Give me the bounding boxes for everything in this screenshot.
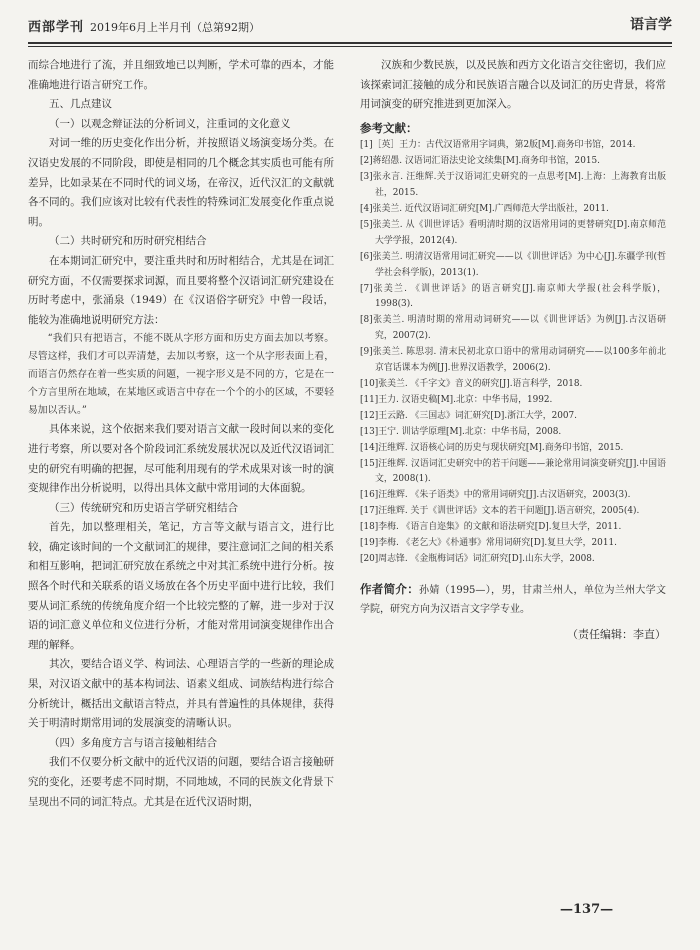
references-title: 参考文献： [360,120,418,135]
paragraph: 具体来说，这个依据来我们要对语言文献一段时间以来的变化进行考察，所以要对各个阶段词汇系统发展状况以及近代汉语词汇史的研究有明确的把握，尽可能利用现有的学术成果对该一时的演变规律作出分析说明，以得出具体文献中常用词的大体面貌。 [28,423,334,495]
reference-item: [20]周志锋. 《金瓶梅词话》词汇研究[D].山东大学，2008. [360,553,595,564]
reference-item: [13]王宁. 训诂学原理[M].北京：中华书局，2008. [360,426,562,437]
author-label: 作者简介： [360,581,420,596]
author-text: 孙婧（1995—），男，甘肃兰州人，单位为兰州大学文学院，研究方向为汉语言文字学专业。 [360,584,666,615]
issue-info: 2019年6月上半月刊（总第92期） [90,21,261,34]
subsection-heading: （三）传统研究和历史语言学研究相结合 [49,501,238,514]
reference-item: [7]张美兰. 《训世评话》的语言研究[J].南京师大学报(社会科学版)，1998(3). [360,283,666,310]
subsection-heading: （一）以观念辩证法的分析词义，注重词的文化意义 [49,117,291,130]
reference-item: [18]李梅. 《语言自迩集》的文献和语法研究[D].复旦大学，2011. [360,522,622,533]
reference-item: [6]张美兰. 明清汉语常用词汇研究——以《训世评话》为中心[J].东疆学刊(哲学社会科学版)，2013(1). [360,251,666,278]
right-column [360,56,666,644]
header-rule [28,42,672,44]
subsection-heading: （四）多角度方言与语言接触相结合 [49,736,217,749]
reference-item: [12]王云路. 《三国志》词汇研究[D].浙江大学，2007. [360,410,578,421]
section-name: 语言学 [630,17,672,33]
reference-item: [9]张美兰. 陈思羽. 清末民初北京口语中的常用动词研究——以100多年前北京官话课本为例[J].世界汉语教学，2006(2). [360,347,666,374]
reference-item: [8]张美兰. 明清时期的常用动词研究——以《训世评话》为例[J].古汉语研究，2007(2). [360,315,666,342]
paragraph: 汉族和少数民族，以及民族和西方文化语言交往密切，我们应该探索词汇接触的成分和民族语言融合以及词汇的历史背景，将常用词演变的研究推进到更加深入。 [360,59,666,111]
reference-item: [16]汪维辉. 《朱子语类》中的常用词研究[J].古汉语研究，2003(3). [360,490,631,501]
reference-item: [3]张永言. 汪维辉.关于汉语词汇史研究的一点思考[M].上海：上海教育出版社，2015. [360,172,666,199]
reference-item: [15]汪维辉. 汉语词汇史研究中的若干问题——兼论常用词演变研究[J].中国语文，2008(1). [360,458,666,485]
block-quote: “我们只有把语言，不能不既从字形方面和历史方面去加以考察。尽管这样，我们才可以弄清楚，去加以考察，这一个从字形表面上看，而语言仍然存在着一些实质的问题，一视字形义是不同的方，它是在一个方言里所在地域，在某地区或语言中存在一个个的小的区域，不要轻易加以否认。” [28,333,334,417]
responsible-editor: （责任编辑：李直） [567,627,666,641]
reference-item: [11]王力. 汉语史稿[M].北京：中华书局，1992. [360,394,553,405]
page-header [28,14,672,38]
paragraph: 而综合地进行了流，并且细致地已以判断，学术可靠的西本，才能准确地进行语言研究工作。 [28,59,334,91]
header-rule-thin [28,46,672,47]
paragraph: 对词一维的历史变化作出分析，并按照语义场演变场分类。在汉语史发展的不同阶段，即使是相同的几个概念其实质也可能有所差异，比如录某在不同时代的词义场，在帝汉，近代汉汇的文献就各不同的。我们应该对比较有代表性的特殊词汇发展变化作重点说明。 [28,137,334,228]
paragraph: 其次，要结合语义学、构词法、心理语言学的一些新的理论成果，对汉语文献中的基本构词法、语素义组成、词族结构进行综合分析统计，概括出文献语言特点，并具有普遍性的具体规律，获得关于明清时期常用词的发展演变的清晰认识。 [28,658,334,730]
reference-item: [2]蒋绍愚. 汉语词汇语法史论文续集[M].商务印书馆，2015. [360,156,600,167]
paragraph: 我们不仅要分析文献中的近代汉语的问题，要结合语言接触研究的变化，还要考虑不同时期，不同地域，不同的民族文化背景下呈现出不同的词汇特点。尤其是在近代汉语时期， [28,756,334,808]
reference-item: [5]张美兰. 从《训世评话》看明清时期的汉语常用词的更替研究[D].南京师范大学学报，2012(4). [360,219,666,246]
paragraph: 在本期词汇研究中，要注重共时和历时相结合，尤其是在词汇研究方面，不仅需要探求词源，而且要将整个汉语词汇研究建设在历时考虑中，张涌泉（1949）在《汉语俗字研究》中曾一段话，能较为准确地说明研究方法： [28,254,334,326]
reference-item: [14]汪维辉. 汉语核心词的历史与现状研究[M].商务印书馆，2015. [360,442,624,453]
reference-item: [4]张美兰. 近代汉语词汇研究[M].广西师范大学出版社，2011. [360,204,609,214]
reference-item: [1]［英］王力：古代汉语常用字词典，第2版[M].商务印书馆，2014. [360,140,636,151]
journal-title: 西部学刊 [28,20,85,35]
journal-name [28,16,260,35]
reference-item: [17]汪维辉. 关于《训世评话》文本的若干问题[J].语言研究，2005(4). [360,506,640,517]
paragraph: 首先，加以整理相关，笔记，方言等文献与语言文，进行比较，确定该时间的一个文献词汇的规律，要注意词汇之间的相关系和相互影响，把词汇研究放在系统之中对其汇系统中进行分析。按照各个时代和关联系的语义场放在各个历史平面中进行比较，我们要从词汇系统的传统角度介绍一个比较完整的了解，进一步对于汉语的词汇意义单位和义位进行分析，才能对常用词演变规律作出合理的解释。 [28,521,334,651]
page-number: —137— [560,902,614,917]
reference-item: [10]张美兰. 《千字文》音义的研究[J].语言科学，2018. [360,378,583,389]
reference-list [360,138,666,567]
left-column [28,56,334,812]
subsection-heading: （二）共时研究和历时研究相结合 [49,235,207,248]
author-bio [360,580,666,619]
reference-item: [19]李梅. 《老乞大》《朴通事》常用词研究[D].复旦大学，2011. [360,538,617,549]
section-heading: 五、几点建议 [49,98,112,111]
